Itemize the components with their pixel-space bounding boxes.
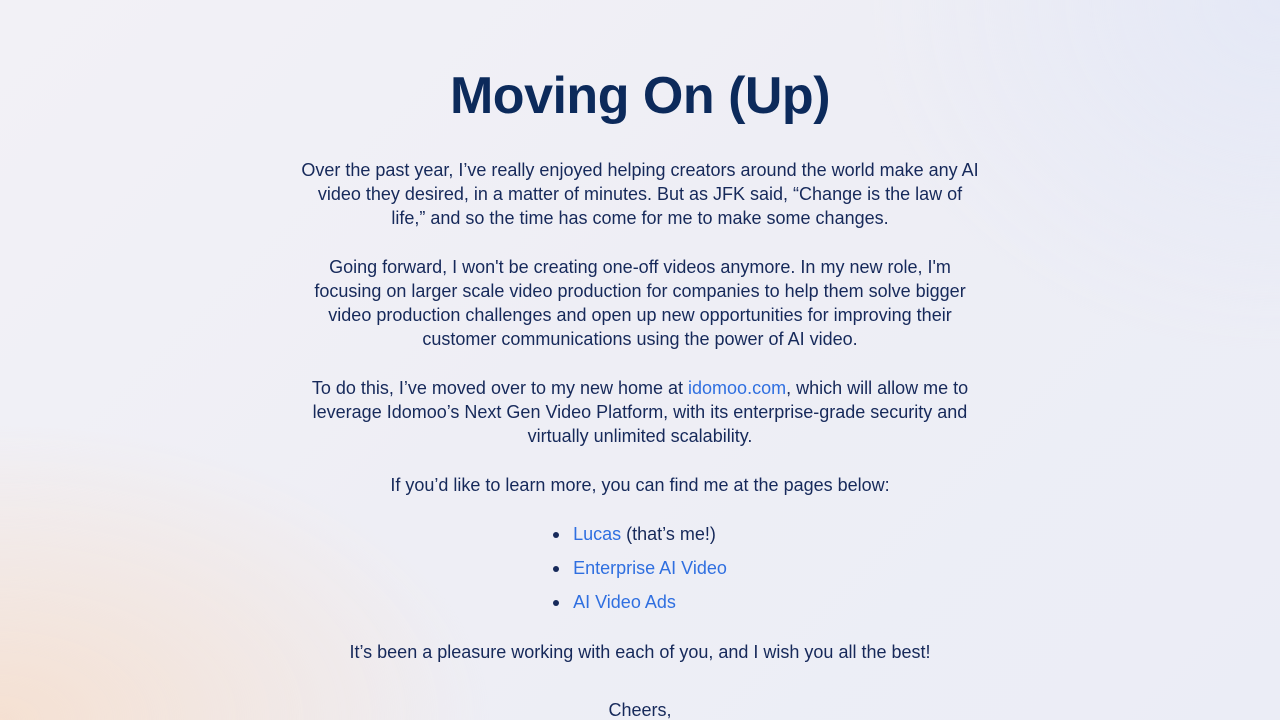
- learn-more-paragraph: If you’d like to learn more, you can find me at the pages below:: [390, 475, 890, 495]
- main-content: [300, 64, 980, 720]
- links-list: [553, 522, 727, 624]
- enterprise-ai-video-link[interactable]: Enterprise AI Video: [573, 558, 727, 578]
- lucas-link[interactable]: Lucas: [573, 524, 622, 544]
- list-item-lucas: [553, 522, 727, 546]
- ai-video-ads-link[interactable]: AI Video Ads: [573, 592, 676, 612]
- bullet-icon: [553, 566, 559, 572]
- bullet-icon: [553, 600, 559, 606]
- lucas-suffix: (that’s me!): [621, 524, 716, 544]
- new-home-paragraph: [300, 376, 980, 448]
- new-home-text-after: , which will allow me to leverage Idomoo’s Next Gen Video Platform, with its enterprise-grade security and virtually unlimited scalability.: [312, 378, 969, 446]
- new-home-text-before: To do this, I’ve moved over to my new home at: [311, 378, 689, 398]
- signoff-text: Cheers,: [608, 700, 672, 720]
- list-item-enterprise-ai-video: [553, 556, 727, 580]
- links-list-wrapper: [300, 522, 980, 648]
- bullet-icon: [553, 532, 559, 538]
- closing-paragraph: It’s been a pleasure working with each of you, and I wish you all the best!: [349, 642, 931, 662]
- list-item-ai-video-ads: [553, 590, 727, 614]
- intro-paragraph: Over the past year, I’ve really enjoyed helping creators around the world make any AI video they desired, in a matter of minutes. But as JFK said, “Change is the law of life,” and so the time has come for me to make some changes.: [301, 160, 979, 228]
- idomoo-link[interactable]: idomoo.com: [688, 378, 787, 398]
- new-role-paragraph: Going forward, I won't be creating one-off videos anymore. In my new role, I'm focusing on larger scale video production for companies to help them solve bigger video production challenges and open up new opportunities for improving their customer communications using the power of AI video.: [314, 257, 966, 349]
- page-title: Moving On (Up): [449, 67, 831, 125]
